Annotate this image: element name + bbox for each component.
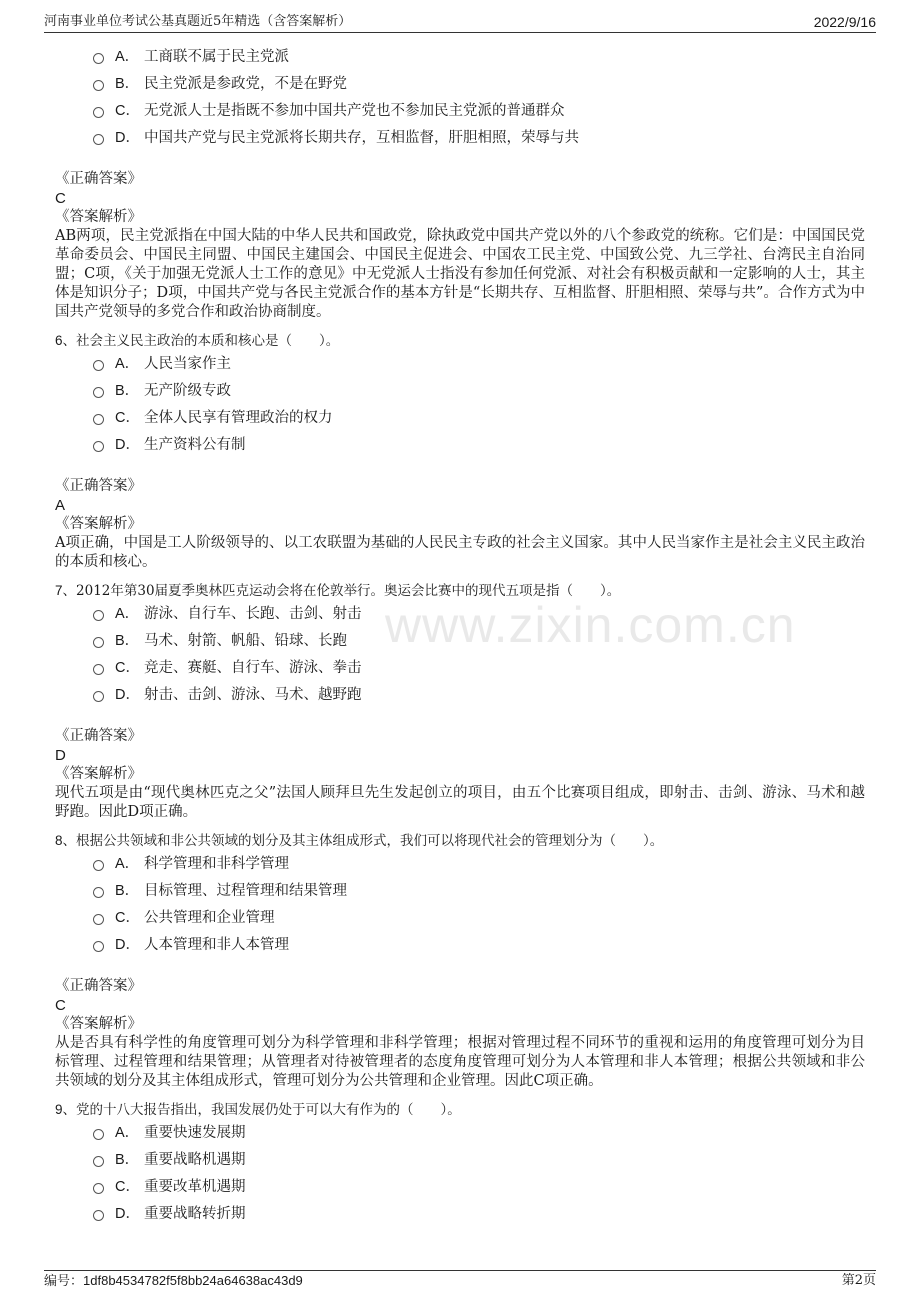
radio-icon[interactable] [93,860,104,871]
page-header [44,12,876,33]
radio-icon[interactable] [93,360,104,371]
question-6-block [55,331,865,572]
option-c[interactable]: C． 重要改革机遇期 [55,1174,865,1201]
page-number: 第2页 [841,1273,876,1288]
document-date: 2022/9/16 [813,14,876,30]
option-d[interactable]: D． 人本管理和非人本管理 [55,932,865,959]
option-a[interactable]: A． 工商联不属于民主党派 [55,44,865,71]
radio-icon[interactable] [93,1156,104,1167]
option-c[interactable]: C． 竞走、赛艇、自行车、游泳、拳击 [55,655,865,682]
document-code: 1df8b4534782f5f8bb24a64638ac43d9 [83,1273,303,1288]
answer-value: D [55,747,66,764]
question-stem: 7、2012年第30届夏季奥林匹克运动会将在伦敦举行。奥运会比赛中的现代五项是指（ ）。 [55,583,621,599]
page-footer [44,1270,876,1291]
radio-icon[interactable] [93,610,104,621]
answer-label: 《正确答案》 [55,478,142,494]
question-7-block [55,581,865,822]
option-d[interactable]: D． 生产资料公有制 [55,432,865,459]
radio-icon[interactable] [93,107,104,118]
radio-icon[interactable] [93,1210,104,1221]
answer-value: A [55,497,66,514]
analysis-label: 《答案解析》 [55,766,142,782]
radio-icon[interactable] [93,1129,104,1140]
radio-icon[interactable] [93,691,104,702]
analysis-text: A项正确，中国是工人阶级领导的、以工农联盟为基础的人民民主专政的社会主义国家。其中人民当家作主是社会主义民主政治的本质和核心。 [55,535,865,570]
answer-label: 《正确答案》 [55,978,142,994]
option-a[interactable]: A． 游泳、自行车、长跑、击剑、射击 [55,601,865,628]
analysis-text: 现代五项是由“现代奥林匹克之父”法国人顾拜旦先生发起创立的项目，由五个比赛项目组成，即射击、击剑、游泳、马术和越野跑。因此D项正确。 [55,785,865,820]
analysis-text: 从是否具有科学性的角度管理可划分为科学管理和非科学管理；根据对管理过程不同环节的重视和运用的角度管理可划分为目标管理、过程管理和结果管理；从管理者对待被管理者的态度角度管理可划分为人本管理和非人本管理；根据公共领域和非公共领域的划分及其主体组成形式，管理可划分为公共管理和企业管理。因此C项正确。 [55,1035,865,1089]
answer-label: 《正确答案》 [55,728,142,744]
radio-icon[interactable] [93,664,104,675]
option-b[interactable]: B． 无产阶级专政 [55,378,865,405]
radio-icon[interactable] [93,387,104,398]
radio-icon[interactable] [93,914,104,925]
question-9-block [55,1100,865,1228]
radio-icon[interactable] [93,53,104,64]
answer-label: 《正确答案》 [55,171,142,187]
radio-icon[interactable] [93,414,104,425]
option-b[interactable]: B． 马术、射箭、帆船、铅球、长跑 [55,628,865,655]
radio-icon[interactable] [93,1183,104,1194]
question-5-block [55,44,865,322]
option-a[interactable]: A． 重要快速发展期 [55,1120,865,1147]
option-a[interactable]: A． 人民当家作主 [55,351,865,378]
question-stem: 8、根据公共领域和非公共领域的划分及其主体组成形式，我们可以将现代社会的管理划分为（ ）。 [55,833,664,849]
option-c[interactable]: C． 无党派人士是指既不参加中国共产党也不参加民主党派的普通群众 [55,98,865,125]
page-content [55,44,865,1228]
radio-icon[interactable] [93,887,104,898]
question-8-block [55,831,865,1091]
watermark: www.zixin.com.cn [385,597,796,653]
radio-icon[interactable] [93,637,104,648]
document-title: 河南事业单位考试公基真题近5年精选（含答案解析） [44,14,352,29]
radio-icon[interactable] [93,941,104,952]
option-b[interactable]: B． 目标管理、过程管理和结果管理 [55,878,865,905]
option-d[interactable]: D． 中国共产党与民主党派将长期共存，互相监督，肝胆相照，荣辱与共 [55,125,865,152]
option-d[interactable]: D． 射击、击剑、游泳、马术、越野跑 [55,682,865,709]
analysis-text: AB两项，民主党派指在中国大陆的中华人民共和国政党，除执政党中国共产党以外的八个参政党的统称。它们是：中国国民党革命委员会、中国民主同盟、中国民主建国会、中国民主促进会、中国农工民主党、中国致公党、九三学社、台湾民主自治同盟；C项，《关于加强无党派人士工作的意见》中无党派人士指没有参加任何党派、对社会有积极贡献和一定影响的人士，其主体是知识分子；D项，中国共产党与各民主党派合作的基本方针是“长期共存、互相监督、肝胆相照、荣辱与共”。合作方式为中国共产党领导的多党合作和政治协商制度。 [55,228,865,320]
option-b[interactable]: B． 民主党派是参政党，不是在野党 [55,71,865,98]
radio-icon[interactable] [93,441,104,452]
radio-icon[interactable] [93,80,104,91]
analysis-label: 《答案解析》 [55,1016,142,1032]
radio-icon[interactable] [93,134,104,145]
option-c[interactable]: C． 公共管理和企业管理 [55,905,865,932]
option-a[interactable]: A． 科学管理和非科学管理 [55,851,865,878]
question-stem: 6、社会主义民主政治的本质和核心是（ ）。 [55,333,340,349]
option-d[interactable]: D． 重要战略转折期 [55,1201,865,1228]
answer-value: C [55,997,66,1014]
document-code-label: 编号： [44,1274,84,1289]
analysis-label: 《答案解析》 [55,209,142,225]
question-stem: 9、党的十八大报告指出，我国发展仍处于可以大有作为的（ ）。 [55,1102,461,1118]
analysis-label: 《答案解析》 [55,516,142,532]
answer-value: C [55,190,66,207]
option-c[interactable]: C． 全体人民享有管理政治的权力 [55,405,865,432]
option-b[interactable]: B． 重要战略机遇期 [55,1147,865,1174]
